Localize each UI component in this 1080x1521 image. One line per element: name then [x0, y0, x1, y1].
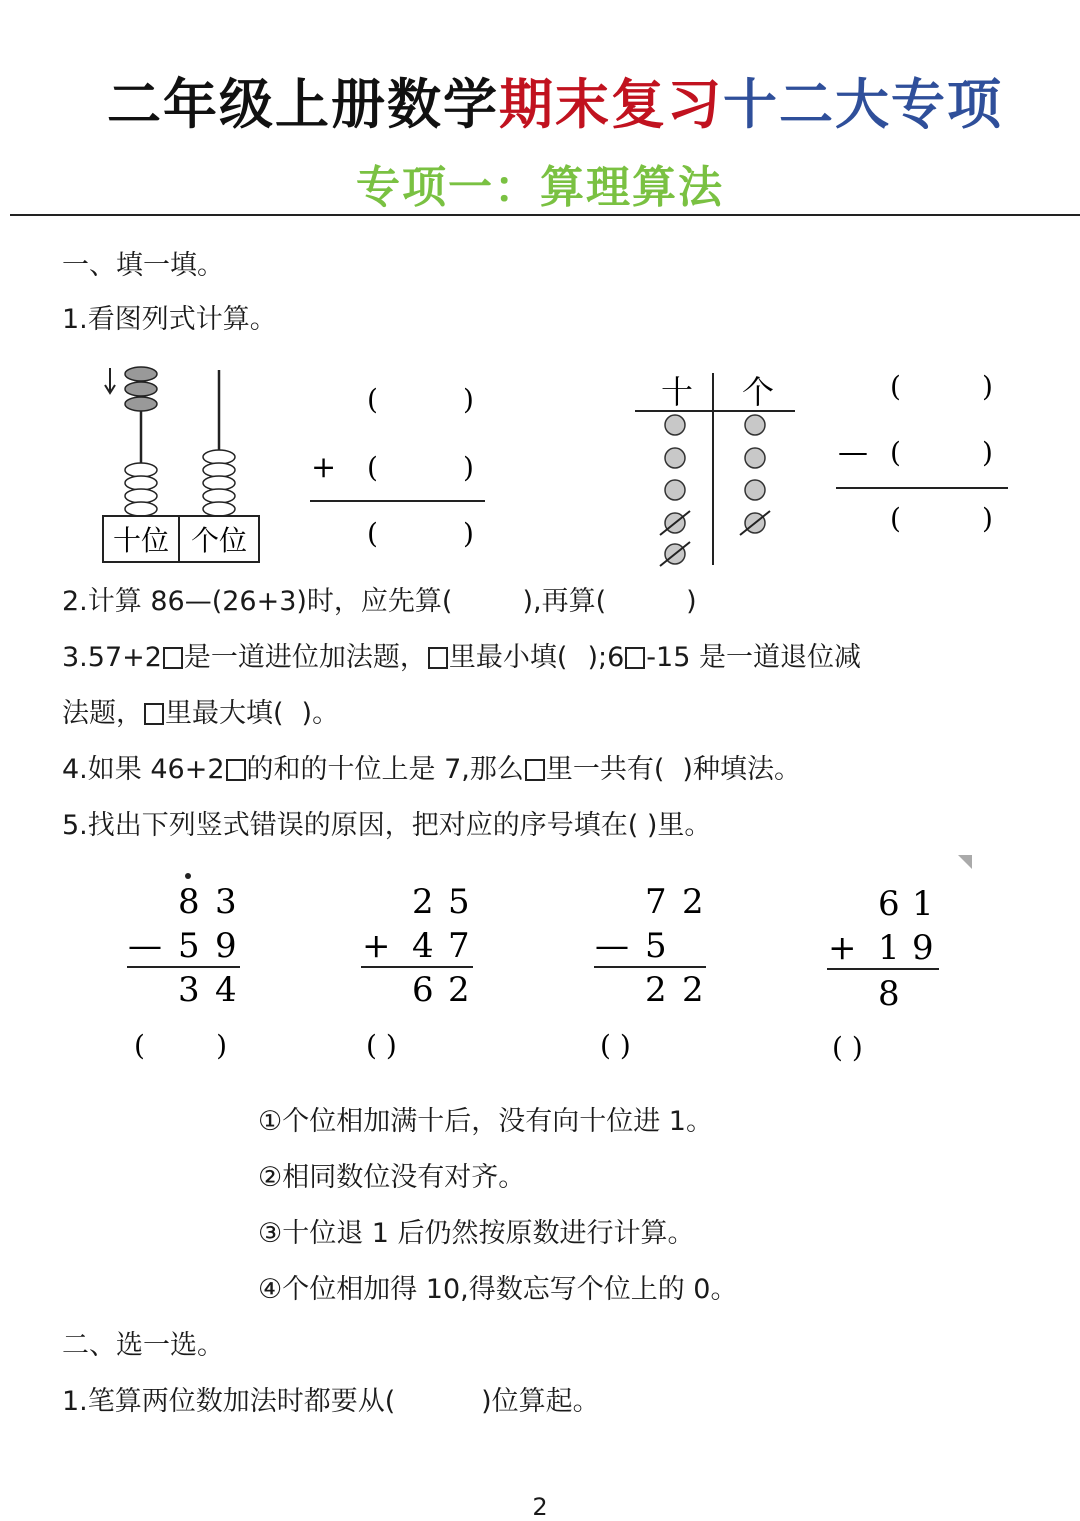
svg-text:5: 5: [178, 926, 200, 966]
vertical-problems: [100, 855, 980, 1090]
svg-text:9: 9: [912, 928, 934, 968]
question-2: 2.计算 86—(26+3)时，应先算( ),再算( ): [62, 586, 697, 617]
answer-blank: ( ): [600, 1029, 631, 1062]
svg-text:3: 3: [215, 882, 237, 922]
question-5: 5.找出下列竖式错误的原因，把对应的序号填在( )里。: [62, 810, 712, 841]
svg-text:(: (: [890, 502, 901, 535]
answer-blank: ( ): [134, 1029, 228, 1062]
answer-blank: ( ): [366, 1029, 397, 1062]
svg-text:2: 2: [682, 970, 704, 1010]
svg-text:): ): [463, 517, 474, 550]
blank-box: [163, 647, 183, 669]
svg-text:(: (: [367, 451, 378, 484]
vertical-problem-2: [361, 882, 473, 1062]
addition-answer-form: [305, 375, 495, 555]
svg-text:+: +: [362, 926, 391, 966]
svg-text:2: 2: [412, 882, 434, 922]
vertical-problem-1: [127, 873, 240, 1062]
reason-2: ②相同数位没有对齐。: [258, 1162, 526, 1193]
question-1: 1.看图列式计算。: [62, 304, 277, 335]
plus-sign: +: [311, 450, 337, 485]
section1-heading: 一、填一填。: [62, 250, 224, 281]
svg-text:6: 6: [878, 884, 900, 924]
svg-text:(: (: [890, 436, 901, 469]
svg-text:—: —: [595, 926, 629, 966]
header-divider: [10, 214, 1080, 216]
svg-text:+: +: [828, 928, 857, 968]
svg-text:7: 7: [448, 926, 470, 966]
svg-text:): ): [982, 436, 993, 469]
ones-header: 个: [741, 373, 775, 411]
svg-text:2: 2: [645, 970, 667, 1010]
blank-box: [226, 759, 246, 781]
reason-1: ①个位相加满十后，没有向十位进 1。: [258, 1106, 713, 1137]
reason-4: ④个位相加得 10,得数忘写个位上的 0。: [258, 1274, 738, 1305]
page-title: [0, 70, 1080, 140]
down-arrow-icon: [105, 368, 115, 393]
blank-box: [428, 647, 448, 669]
vertical-problem-3: [594, 882, 706, 1062]
blank-box: [525, 759, 545, 781]
question-3-line-1: 3.57+2 是一道进位加法题， 里最小填( );6 -15 是一道退位减: [62, 642, 861, 673]
svg-text:): ): [982, 370, 993, 403]
subtraction-answer-form: [832, 362, 1012, 542]
vertical-problem-4: [827, 884, 939, 1064]
reason-3: ③十位退 1 后仍然按原数进行计算。: [258, 1218, 695, 1249]
svg-text:8: 8: [878, 974, 900, 1014]
svg-text:9: 9: [215, 926, 237, 966]
svg-text:2: 2: [448, 970, 470, 1010]
ones-label: 个位: [190, 524, 248, 557]
svg-text:): ): [463, 451, 474, 484]
tens-beads: [125, 367, 157, 411]
section2-heading: 二、选一选。: [62, 1330, 224, 1361]
svg-text:): ): [982, 502, 993, 535]
svg-text:5: 5: [645, 926, 667, 966]
svg-text:1: 1: [878, 928, 900, 968]
blank-box: [144, 703, 164, 725]
svg-text:4: 4: [412, 926, 434, 966]
svg-text:3: 3: [178, 970, 200, 1010]
svg-text:—: —: [128, 926, 162, 966]
corner-mark: [958, 855, 972, 869]
question-4: 4.如果 46+2 的和的十位上是 7,那么 里一共有( )种填法。: [62, 754, 801, 785]
title-part-3: 十二大专项: [723, 73, 1003, 136]
svg-text:5: 5: [448, 882, 470, 922]
tens-ones-counter-table: [630, 365, 805, 570]
svg-text:): ): [463, 383, 474, 416]
svg-text:1: 1: [912, 884, 934, 924]
title-part-1: 二年级上册数学: [107, 73, 499, 136]
minus-sign: —: [838, 435, 868, 470]
question-3-line-2: 法题， 里最大填( )。: [62, 698, 340, 729]
svg-text:7: 7: [645, 882, 667, 922]
svg-text:8: 8: [178, 882, 200, 922]
blank-box: [625, 647, 645, 669]
tens-header: 十: [660, 373, 694, 411]
svg-text:2: 2: [682, 882, 704, 922]
svg-text:(: (: [890, 370, 901, 403]
svg-text:6: 6: [412, 970, 434, 1010]
answer-blank: ( ): [832, 1031, 863, 1064]
section2-question-1: 1.笔算两位数加法时都要从( )位算起。: [62, 1386, 600, 1417]
svg-text:4: 4: [215, 970, 237, 1010]
page-subtitle: 专项一：算理算法: [356, 162, 724, 213]
abacus-figure: [95, 360, 265, 565]
page-number: 2: [532, 1493, 548, 1521]
svg-text:(: (: [367, 517, 378, 550]
title-part-2: 期末复习: [499, 73, 723, 136]
svg-text:(: (: [367, 383, 378, 416]
tens-label: 十位: [112, 524, 170, 557]
